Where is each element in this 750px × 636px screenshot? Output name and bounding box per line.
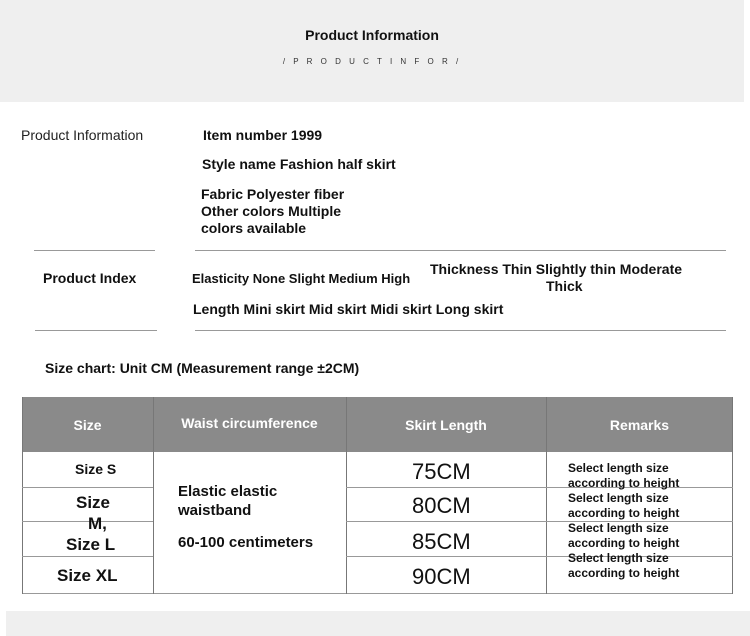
col-divider-3 — [546, 397, 547, 594]
divider-left-2 — [35, 330, 157, 331]
page-title: Product Information — [305, 27, 439, 43]
elasticity: Elasticity None Slight Medium High — [192, 271, 411, 286]
remark-m-line1: Select length size — [568, 491, 669, 505]
fabric: Fabric Polyester fiber — [201, 186, 345, 202]
size-chart-table — [22, 397, 733, 594]
thickness-line2: Thick — [546, 278, 583, 294]
table-bottom-border — [22, 593, 733, 594]
item-number: Item number 1999 — [203, 127, 323, 143]
style-name: Style name Fashion half skirt — [202, 156, 396, 172]
divider-right-1 — [195, 250, 726, 251]
footer-band — [6, 611, 750, 636]
remark-m — [568, 491, 679, 521]
remark-s — [568, 461, 679, 491]
size-s: Size S — [75, 461, 117, 477]
size-chart-caption: Size chart: Unit CM (Measurement range ±2CM) — [45, 360, 360, 376]
row-divider-size-1 — [22, 487, 153, 488]
divider-right-2 — [195, 330, 726, 331]
header-size: Size — [73, 416, 102, 433]
header-waist: Waist circumference — [181, 414, 318, 431]
page-subtitle: / P R O D U C T I N F O R / — [282, 57, 462, 66]
length-l: 85CM — [412, 529, 471, 554]
remark-xl-line1: Select length size — [568, 551, 669, 565]
waist-range: 60-100 centimeters — [178, 534, 314, 551]
table-left-border — [22, 397, 23, 594]
product-information-label: Product Information — [21, 127, 144, 143]
length: Length Mini skirt Mid skirt Midi skirt Long skirt — [193, 301, 504, 317]
header-remarks: Remarks — [609, 416, 670, 433]
remark-l — [568, 521, 679, 551]
col-divider-2 — [346, 397, 347, 594]
other-colors-line1: Other colors Multiple — [201, 203, 342, 219]
length-s: 75CM — [412, 459, 471, 484]
remark-m-line2: according to height — [568, 506, 680, 520]
waist-line2: waistband — [178, 502, 252, 519]
col-divider-1 — [153, 397, 154, 594]
header-band — [0, 0, 744, 102]
row-divider-size-3 — [22, 556, 153, 557]
remark-l-line1: Select length size — [568, 521, 669, 535]
size-m-line2: M, — [88, 514, 107, 533]
length-xl: 90CM — [412, 564, 471, 589]
table-right-border — [732, 397, 733, 594]
remark-l-line2: according to height — [568, 536, 680, 550]
waist-line1: Elastic elastic — [178, 483, 278, 500]
remark-s-line2: according to height — [568, 476, 680, 490]
other-colors-line2: colors available — [201, 220, 307, 236]
size-l: Size L — [66, 535, 116, 554]
remark-xl — [568, 551, 679, 581]
size-xl: Size XL — [57, 566, 118, 585]
length-m: 80CM — [412, 493, 471, 518]
remark-xl-line2: according to height — [568, 566, 680, 580]
size-m-line1: Size — [76, 493, 111, 512]
product-index-label: Product Index — [43, 270, 137, 286]
remark-s-line1: Select length size — [568, 461, 669, 475]
divider-left-1 — [34, 250, 155, 251]
thickness-line1: Thickness Thin Slightly thin Moderate — [430, 261, 683, 277]
header-skirt-length: Skirt Length — [405, 416, 487, 433]
